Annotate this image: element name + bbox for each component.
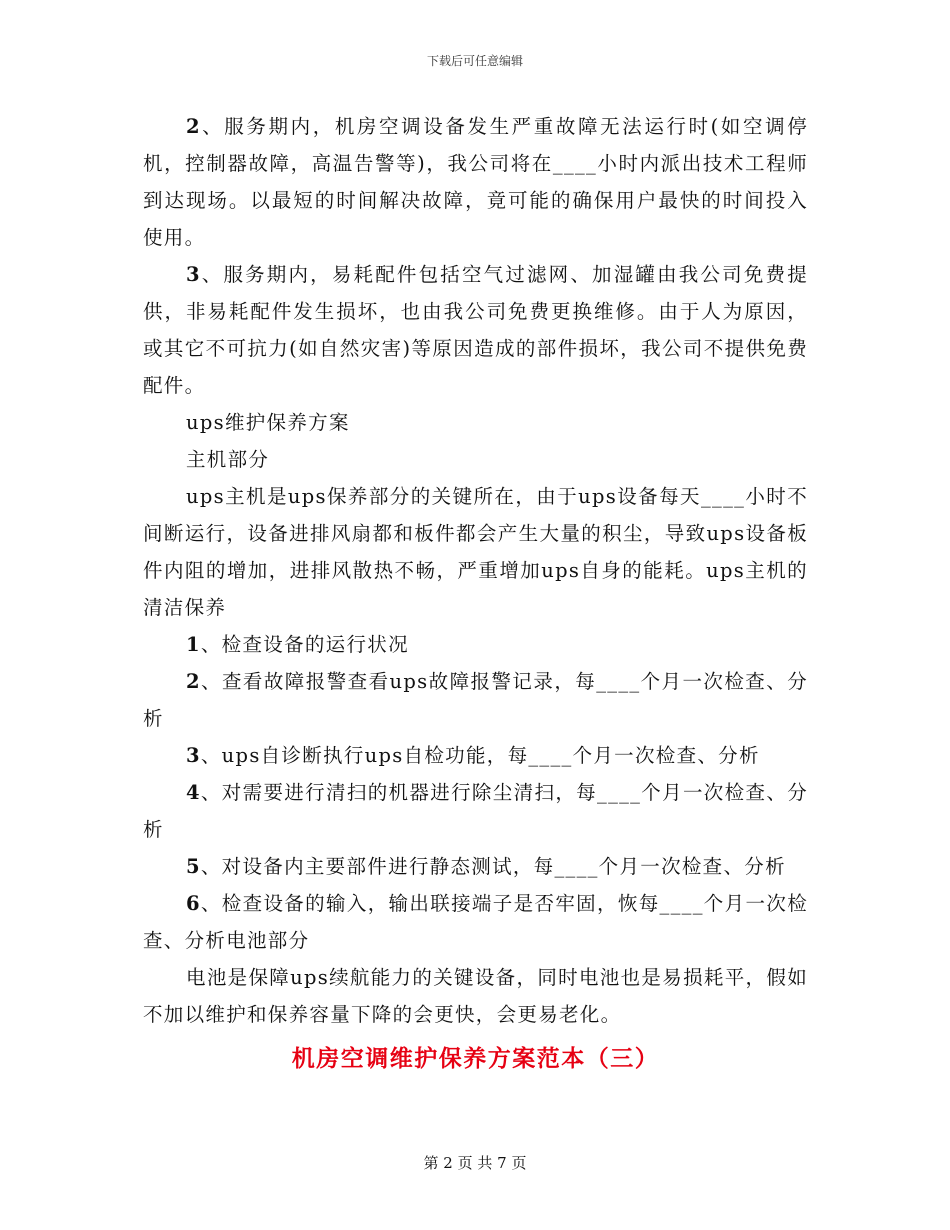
item-number: 1 xyxy=(186,633,201,656)
list-item-text: 、查看故障报警查看ups故障报警记录，每____个月一次检查、分析 xyxy=(143,670,808,730)
list-item-alarm-records xyxy=(143,663,808,737)
paragraph-consumable-parts xyxy=(143,256,808,404)
item-number: 4 xyxy=(186,781,201,804)
paragraph-battery: 电池是保障ups续航能力的关键设备，同时电池也是易损耗平，假如不加以维护和保养容量下降的会更快，会更易老化。 xyxy=(143,966,808,1026)
list-item-terminal-check xyxy=(143,885,808,959)
paragraph-service-response xyxy=(143,108,808,256)
document-body xyxy=(143,108,808,1079)
page-footer: 第 2 页 共 7 页 xyxy=(423,1154,527,1172)
paragraph-text: 、服务期内，易耗配件包括空气过滤网、加湿罐由我公司免费提供，非易耗配件发生损坏，也由我公司免费更换维修。由于人为原因，或其它不可抗力(如自然灾害)等原因造成的部件损坏，我公司不提供免费配件。 xyxy=(143,263,808,397)
list-item-check-status xyxy=(143,626,808,663)
list-item-text: 、对需要进行清扫的机器进行除尘清扫，每____个月一次检查、分析 xyxy=(143,781,808,841)
item-number: 2 xyxy=(186,670,201,693)
section-heading: 机房空调维护保养方案范本（三） xyxy=(291,1045,660,1072)
subheading-ups-maintenance: ups维护保养方案 xyxy=(186,411,350,434)
item-number: 3 xyxy=(186,744,201,767)
item-number: 5 xyxy=(186,855,201,878)
list-item-self-diagnosis xyxy=(143,737,808,774)
subheading-host-section: 主机部分 xyxy=(186,448,270,471)
list-item-text: 、ups自诊断执行ups自检功能，每____个月一次检查、分析 xyxy=(200,744,760,767)
item-number: 3 xyxy=(186,263,201,286)
paragraph-text: 、服务期内，机房空调设备发生严重故障无法运行时(如空调停机，控制器故障，高温告警等)，我公司将在____小时内派出技术工程师到达现场。以最短的时间解决故障，竟可能的确保用户最快的时间投入使用。 xyxy=(143,115,808,249)
list-item-static-test xyxy=(143,848,808,885)
list-item-text: 、检查设备的输入，输出联接端子是否牢固，恢每____个月一次检查、分析电池部分 xyxy=(143,892,808,952)
list-item-dust-cleaning xyxy=(143,774,808,848)
paragraph-ups-host: ups主机是ups保养部分的关键所在，由于ups设备每天____小时不间断运行，设备进排风扇都和板件都会产生大量的积尘，导致ups设备板件内阻的增加，进排风散热不畅，严重增加ups自身的能耗。ups主机的清洁保养 xyxy=(143,485,808,619)
list-item-text: 、检查设备的运行状况 xyxy=(200,633,409,656)
item-number: 2 xyxy=(186,115,201,138)
list-item-text: 、对设备内主要部件进行静态测试，每____个月一次检查、分析 xyxy=(200,855,786,878)
page-header: 下载后可任意编辑 xyxy=(426,54,523,68)
item-number: 6 xyxy=(186,892,201,915)
